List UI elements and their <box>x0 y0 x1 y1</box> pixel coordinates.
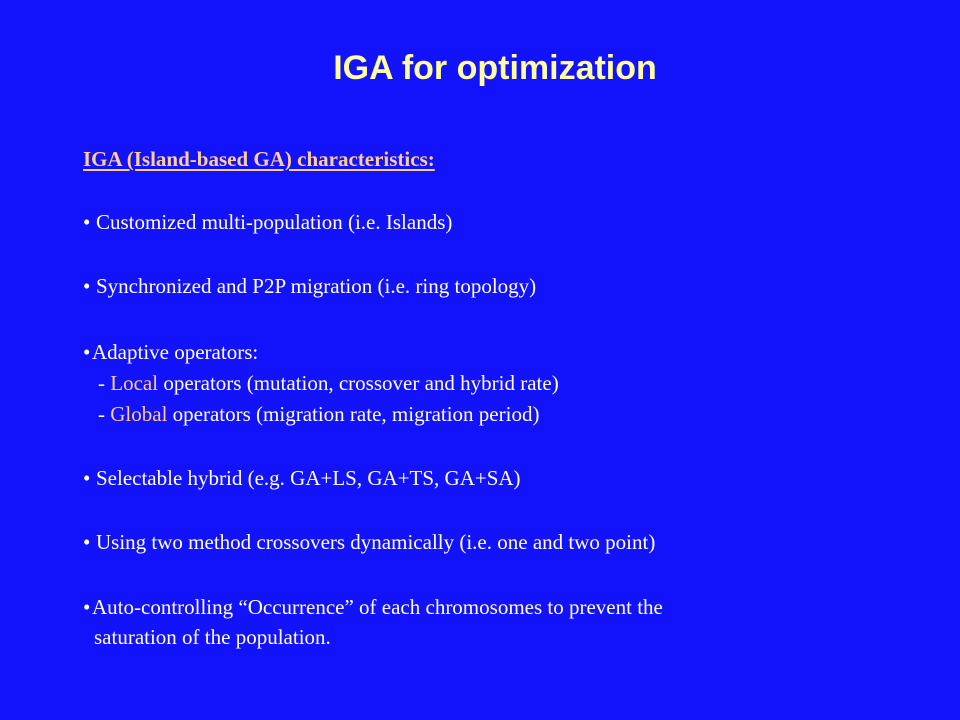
sub-item-global-operators <box>98 401 539 427</box>
sub-item-highlight: Global <box>110 402 168 426</box>
bullet-item-auto-controlling-continuation <box>94 624 331 650</box>
bullet-icon: • <box>83 340 91 364</box>
bullet-text: Auto-controlling “Occurrence” of each chromosomes to prevent the <box>92 595 663 619</box>
bullet-icon: • <box>83 466 91 490</box>
bullet-icon: • <box>83 595 91 619</box>
bullet-text: Adaptive operators: <box>92 340 259 364</box>
bullet-icon: • <box>83 530 91 554</box>
bullet-text: Selectable hybrid (e.g. GA+LS, GA+TS, GA+SA) <box>96 466 521 490</box>
bullet-text: saturation of the population. <box>94 625 331 649</box>
slide-title: IGA for optimization <box>333 49 657 87</box>
bullet-icon: • <box>83 274 91 298</box>
sub-item-dash: - <box>98 371 111 395</box>
bullet-item-crossovers <box>83 529 655 555</box>
sub-item-text: operators (mutation, crossover and hybrid rate) <box>158 371 559 395</box>
bullet-icon: • <box>83 210 91 234</box>
bullet-text: Using two method crossovers dynamically (i.e. one and two point) <box>96 530 656 554</box>
bullet-item-auto-controlling <box>83 594 663 620</box>
bullet-item-migration <box>83 273 536 299</box>
sub-item-local-operators <box>98 370 559 396</box>
sub-item-highlight: Local <box>110 371 159 395</box>
section-heading: IGA (Island-based GA) characteristics: <box>83 147 435 171</box>
sub-item-text: operators (migration rate, migration period) <box>167 402 540 426</box>
bullet-text: Synchronized and P2P migration (i.e. ring topology) <box>96 274 537 298</box>
bullet-item-adaptive-operators <box>83 339 258 365</box>
sub-item-dash: - <box>98 402 111 426</box>
bullet-item-multi-population <box>83 209 452 235</box>
bullet-text: Customized multi-population (i.e. Islands) <box>96 210 453 234</box>
bullet-item-selectable-hybrid <box>83 465 521 491</box>
